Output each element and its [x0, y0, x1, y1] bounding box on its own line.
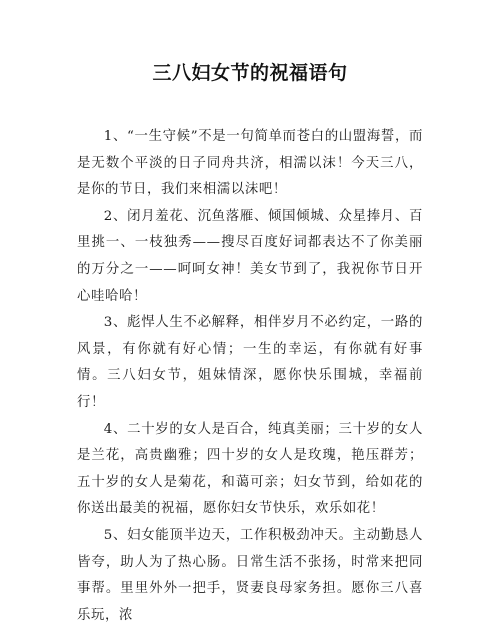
- document-title: 三八妇女节的祝福语句: [152, 62, 348, 84]
- paragraph-1: 1、“一生守候”不是一句简单而苍白的山盟海誓，而是无数个平淡的日子同舟共济，相濡以沫！今天三八，是你的节日，我们来相濡以沫吧！: [77, 129, 423, 198]
- paragraph-3: 3、彪悍人生不必解释，相伴岁月不必约定，一路的风景，有你就有好心情；一生的幸运，有你就有好事情。三八妇女节，姐妹情深，愿你快乐围城，幸福前行！: [77, 315, 423, 410]
- paragraph-5: 5、妇女能顶半边天，工作积极劲冲天。主动勤恳人皆夸，助人为了热心肠。日常生活不张扬，时常来把同事帮。里里外外一把手，贤妻良母家务担。愿你三八喜乐玩，浓: [77, 527, 423, 623]
- paragraph-2: 2、闭月羞花、沉鱼落雁、倾国倾城、众星捧月、百里挑一、一枝独秀——搜尽百度好词都表达不了你美丽的万分之一——呵呵女神！美女节到了，我祝你节日开心哇哈哈！: [77, 208, 423, 304]
- paragraph-4: 4、二十岁的女人是百合，纯真美丽；三十岁的女人是兰花，高贵幽雅；四十岁的女人是玫瑰，艳压群芳；五十岁的女人是菊花，和蔼可亲；妇女节到，给如花的你送出最美的祝福，愿你妇女节快乐，欢乐如花！: [77, 421, 423, 517]
- document-body: [77, 124, 423, 629]
